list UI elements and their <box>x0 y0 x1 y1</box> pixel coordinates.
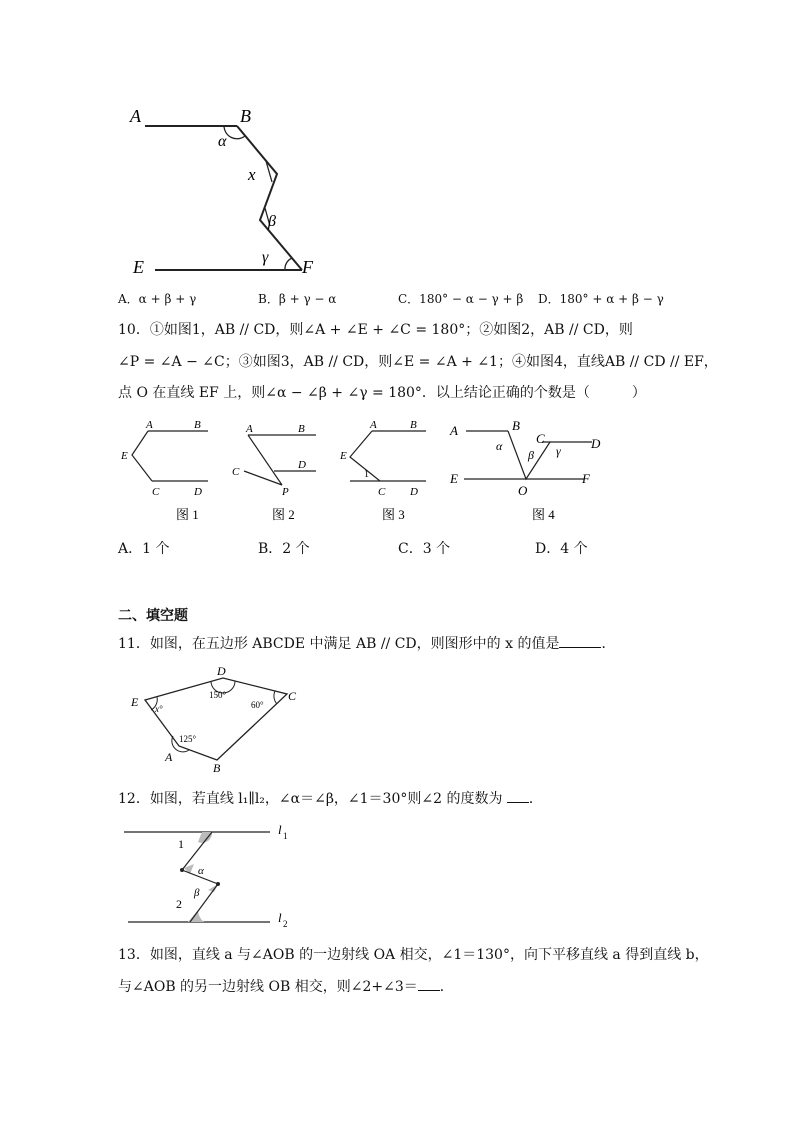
q11-text: 11．如图，在五边形 ABCDE 中满足 AB // CD，则图形中的 x 的值是 <box>118 636 560 652</box>
q11-answer-blank[interactable] <box>559 633 601 648</box>
fig4-e: E <box>450 471 458 486</box>
fig1-e: E <box>121 450 128 462</box>
q10-figure-3 <box>336 415 436 525</box>
label-2: 2 <box>176 897 182 911</box>
fig2-b: B <box>298 423 305 435</box>
fig4-c: C <box>536 431 545 446</box>
q9-option-d: D．180° + α + β − γ <box>538 292 664 306</box>
q10-option-b: B．2 个 <box>258 541 310 557</box>
q10-line-2: ∠P = ∠A − ∠C；③如图3，AB // CD，则∠E = ∠A + ∠1；④如图4，直线AB // CD // EF， <box>118 354 718 370</box>
label-e: E <box>131 695 139 709</box>
gamma-arc <box>285 258 292 270</box>
label-150: 150° <box>209 690 227 700</box>
fig1-b: B <box>194 419 201 431</box>
label-c: C <box>288 689 297 703</box>
section-title: 二、填空题 <box>118 608 188 624</box>
q13-line-2 <box>118 976 454 997</box>
fig2-d: D <box>298 459 306 471</box>
fig4-d: D <box>591 436 601 451</box>
angle-2-fill <box>188 910 204 922</box>
label-a: A <box>165 750 173 764</box>
label-125: 125° <box>179 734 197 744</box>
label-x: x <box>248 165 256 184</box>
fig3-a: A <box>370 419 377 431</box>
label-l1-sub: 1 <box>283 831 288 841</box>
q12-text: 12．如图，若直线 l₁∥l₂，∠α＝∠β，∠1＝30°则∠2 的度数为 <box>118 791 503 807</box>
q11-figure <box>125 660 310 775</box>
label-e: E <box>133 257 144 277</box>
q12-question <box>118 788 543 809</box>
fig4-caption: 图 4 <box>532 507 555 522</box>
q10-line-3: 点 O 在直线 EF 上，则∠α − ∠β + ∠γ = 180°．以上结论正确的个数是（ ） <box>118 385 646 401</box>
fig3-e: E <box>340 450 347 462</box>
fig3-d: D <box>410 486 418 498</box>
angle-c-arc <box>274 691 277 704</box>
label-a: A <box>130 106 141 126</box>
fig4-b: B <box>512 418 520 433</box>
zigzag <box>237 126 302 270</box>
q10-option-c: C．3 个 <box>398 541 451 557</box>
fig4-f: F <box>582 471 590 486</box>
fig4-alpha: α <box>496 439 503 453</box>
q12-end: ． <box>528 791 543 807</box>
q12-figure <box>118 818 298 933</box>
fig1-d: D <box>194 486 202 498</box>
fig1-caption: 图 1 <box>176 507 199 522</box>
q13-line-1: 13．如图，直线 a 与∠AOB 的一边射线 OA 相交，∠1＝130°，向下平移直线 a 得到直线 b， <box>118 947 709 963</box>
q13-end: ． <box>439 979 454 995</box>
label-b: B <box>213 761 221 775</box>
fig1-c: C <box>152 486 160 498</box>
fig2-a: A <box>246 423 253 435</box>
q9-option-b: B．β + γ − α <box>258 292 337 306</box>
q13-answer-blank[interactable] <box>418 976 440 991</box>
q12-answer-blank[interactable] <box>507 788 529 803</box>
q10-option-d: D．4 个 <box>535 541 588 557</box>
label-beta: β <box>194 887 200 899</box>
q9-option-c: C．180° − α − γ + β <box>398 292 524 306</box>
fig4-beta: β <box>528 448 534 462</box>
q10-line-1: 10．①如图1，AB // CD，则∠A + ∠E + ∠C = 180°；②如图2，AB // CD，则 <box>118 322 633 338</box>
q10-figure-2 <box>228 415 328 525</box>
q10-option-a: A．1 个 <box>118 541 170 557</box>
q10-figure-1 <box>118 415 218 525</box>
fig4-o: O <box>518 483 528 498</box>
label-1: 1 <box>178 837 184 851</box>
fig2-c: C <box>232 466 240 478</box>
fig3-b: B <box>410 419 417 431</box>
label-x: x° <box>155 704 163 714</box>
q9-option-a: A．α + β + γ <box>118 292 197 306</box>
fig2-caption: 图 2 <box>272 507 295 522</box>
label-l2: l <box>278 910 282 925</box>
fig3-c: C <box>378 486 386 498</box>
q11-end: ． <box>601 636 616 652</box>
fig1-a: A <box>146 419 153 431</box>
fig3-1: 1 <box>364 469 369 480</box>
label-alpha: α <box>218 133 227 150</box>
fig4-gamma: γ <box>556 444 561 458</box>
label-f: F <box>302 257 313 277</box>
fig4-a: A <box>450 423 458 438</box>
label-alpha: α <box>198 865 204 877</box>
q10-figure-4 <box>446 415 616 525</box>
label-gamma: γ <box>262 249 269 266</box>
zigzag <box>182 832 218 922</box>
label-d: D <box>217 664 226 678</box>
fig3-caption: 图 3 <box>382 507 405 522</box>
label-l1: l <box>278 822 282 837</box>
label-b: B <box>240 106 251 126</box>
q13-text: 与∠AOB 的另一边射线 OB 相交，则∠2+∠3＝ <box>118 979 418 995</box>
q9-figure <box>120 100 330 280</box>
label-l2-sub: 2 <box>283 919 288 929</box>
label-beta: β <box>268 213 276 230</box>
q11-question <box>118 633 615 654</box>
label-60: 60° <box>251 700 264 710</box>
fig2-p: P <box>282 486 289 498</box>
